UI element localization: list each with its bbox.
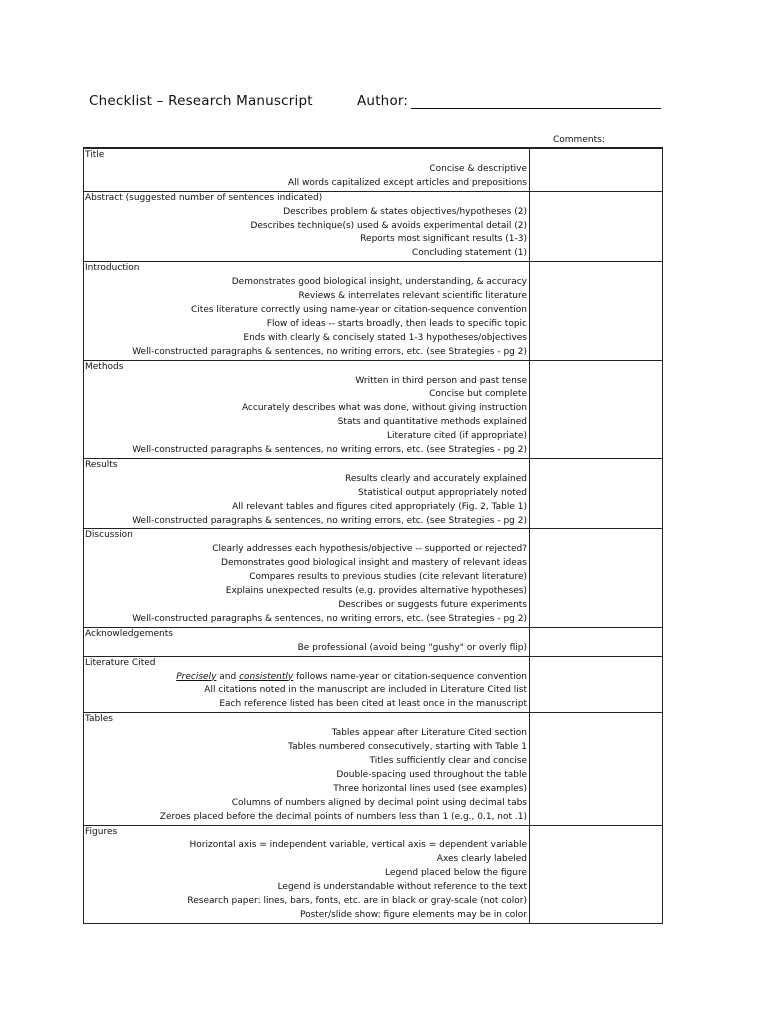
section-tables bbox=[84, 712, 662, 824]
document-title: Checklist – Research Manuscript bbox=[89, 93, 313, 109]
checklist-item: Flow of ideas -- starts broadly, then leads to specific topic bbox=[266, 318, 527, 329]
checklist-item: All words capitalized except articles and prepositions bbox=[287, 177, 527, 188]
section-literature-cited bbox=[84, 656, 662, 713]
checklist-item: Double-spacing used throughout the table bbox=[336, 769, 527, 780]
section-methods bbox=[84, 360, 662, 458]
checklist-item: Ends with clearly & concisely stated 1-3 hypotheses/objectives bbox=[243, 332, 527, 343]
section-heading: Introduction bbox=[85, 263, 140, 274]
checklist-item: Horizontal axis = independent variable, vertical axis = dependent variable bbox=[189, 840, 527, 851]
emphasis-consistently: consistently bbox=[239, 671, 294, 682]
checklist-item: Each reference listed has been cited at least once in the manuscript bbox=[219, 699, 527, 710]
checklist-item: Clearly addresses each hypothesis/objective -- supported or rejected? bbox=[212, 544, 527, 555]
section-title bbox=[84, 148, 662, 191]
checklist-item: Concluding statement (1) bbox=[411, 248, 527, 259]
text-fragment: and bbox=[216, 671, 240, 682]
checklist-item: Literature cited (if appropriate) bbox=[386, 431, 527, 442]
checklist-item: Explains unexpected results (e.g. provides alternative hypotheses) bbox=[225, 586, 527, 597]
checklist-item: Axes clearly labeled bbox=[436, 854, 527, 865]
checklist-item: Three horizontal lines used (see examples) bbox=[333, 783, 527, 794]
section-heading: Acknowledgements bbox=[85, 628, 173, 639]
checklist-item: Cites literature correctly using name-year or citation-sequence convention bbox=[191, 304, 527, 315]
section-heading: Discussion bbox=[85, 530, 133, 541]
text-fragment: follows name-year or citation-sequence convention bbox=[293, 671, 527, 682]
author-blank-line bbox=[411, 108, 661, 109]
author-label: Author: bbox=[357, 93, 409, 109]
section-heading: Abstract (suggested number of sentences indicated) bbox=[85, 192, 323, 203]
section-heading: Figures bbox=[85, 826, 118, 837]
checklist-item: Legend is understandable without reference to the text bbox=[277, 882, 527, 893]
checklist-item: Accurately describes what was done, without giving instruction bbox=[241, 403, 527, 414]
emphasis-precisely: Precisely bbox=[176, 671, 217, 682]
checklist-item: Well-constructed paragraphs & sentences, no writing errors, etc. (see Strategies - pg 2) bbox=[132, 445, 527, 456]
section-heading: Title bbox=[85, 150, 105, 160]
checklist-item: Concise but complete bbox=[429, 389, 527, 400]
section-acknowledgements bbox=[84, 627, 662, 656]
checklist-item: Research paper: lines, bars, fonts, etc. are in black or gray-scale (not color) bbox=[187, 896, 527, 907]
section-heading: Methods bbox=[85, 361, 124, 372]
section-figures bbox=[84, 825, 662, 923]
checklist-item: Legend placed below the figure bbox=[385, 868, 527, 879]
checklist-item: Written in third person and past tense bbox=[355, 375, 527, 386]
checklist-item: Titles sufficiently clear and concise bbox=[369, 755, 527, 766]
checklist-item: Concise & descriptive bbox=[429, 163, 527, 174]
section-results bbox=[84, 458, 662, 529]
comments-column bbox=[529, 148, 530, 923]
checklist-item: Compares results to previous studies (cite relevant literature) bbox=[249, 572, 527, 583]
section-heading: Literature Cited bbox=[85, 657, 156, 668]
checklist-item: Reviews & interrelates relevant scientific literature bbox=[298, 291, 527, 302]
checklist-item: Be professional (avoid being "gushy" or overly flip) bbox=[297, 642, 527, 653]
section-introduction bbox=[84, 261, 662, 359]
checklist-item: Demonstrates good biological insight, understanding, & accuracy bbox=[231, 277, 527, 288]
section-abstract bbox=[84, 191, 662, 262]
checklist-item: Results clearly and accurately explained bbox=[344, 473, 527, 484]
checklist-table bbox=[83, 147, 663, 924]
checklist-item: Well-constructed paragraphs & sentences, no writing errors, etc. (see Strategies - pg 2) bbox=[132, 346, 527, 357]
section-discussion bbox=[84, 528, 662, 626]
checklist-item: Tables appear after Literature Cited section bbox=[331, 728, 527, 739]
comments-label: Comments: bbox=[553, 135, 605, 145]
checklist-item: Zeroes placed before the decimal points of numbers less than 1 (e.g., 0.1, not .1) bbox=[159, 811, 527, 822]
checklist-item: Columns of numbers aligned by decimal point using decimal tabs bbox=[231, 797, 527, 808]
checklist-item: Reports most significant results (1-3) bbox=[360, 234, 527, 245]
checklist-item: All citations noted in the manuscript are included in Literature Cited list bbox=[204, 685, 527, 696]
checklist-item: Describes or suggests future experiments bbox=[338, 600, 527, 610]
checklist-item: All relevant tables and figures cited appropriately (Fig. 2, Table 1) bbox=[232, 501, 527, 512]
section-heading: Results bbox=[85, 459, 118, 470]
checklist-item: Well-constructed paragraphs & sentences, no writing errors, etc. (see Strategies - pg 2) bbox=[132, 515, 527, 526]
checklist-item: Describes problem & states objectives/hypotheses (2) bbox=[283, 206, 527, 217]
checklist-item: Poster/slide show: figure elements may be in color bbox=[299, 909, 527, 920]
checklist-item: Demonstrates good biological insight and mastery of relevant ideas bbox=[221, 558, 527, 569]
checklist-item: Describes technique(s) used & avoids experimental detail (2) bbox=[250, 220, 527, 231]
checklist-item: Well-constructed paragraphs & sentences, no writing errors, etc. (see Strategies - pg 2) bbox=[132, 613, 527, 624]
checklist-item: Stats and quantitative methods explained bbox=[337, 417, 527, 428]
checklist-item: Statistical output appropriately noted bbox=[358, 487, 527, 498]
section-heading: Tables bbox=[85, 714, 113, 725]
checklist-item bbox=[84, 671, 529, 685]
checklist-item: Tables numbered consecutively, starting with Table 1 bbox=[288, 742, 527, 753]
